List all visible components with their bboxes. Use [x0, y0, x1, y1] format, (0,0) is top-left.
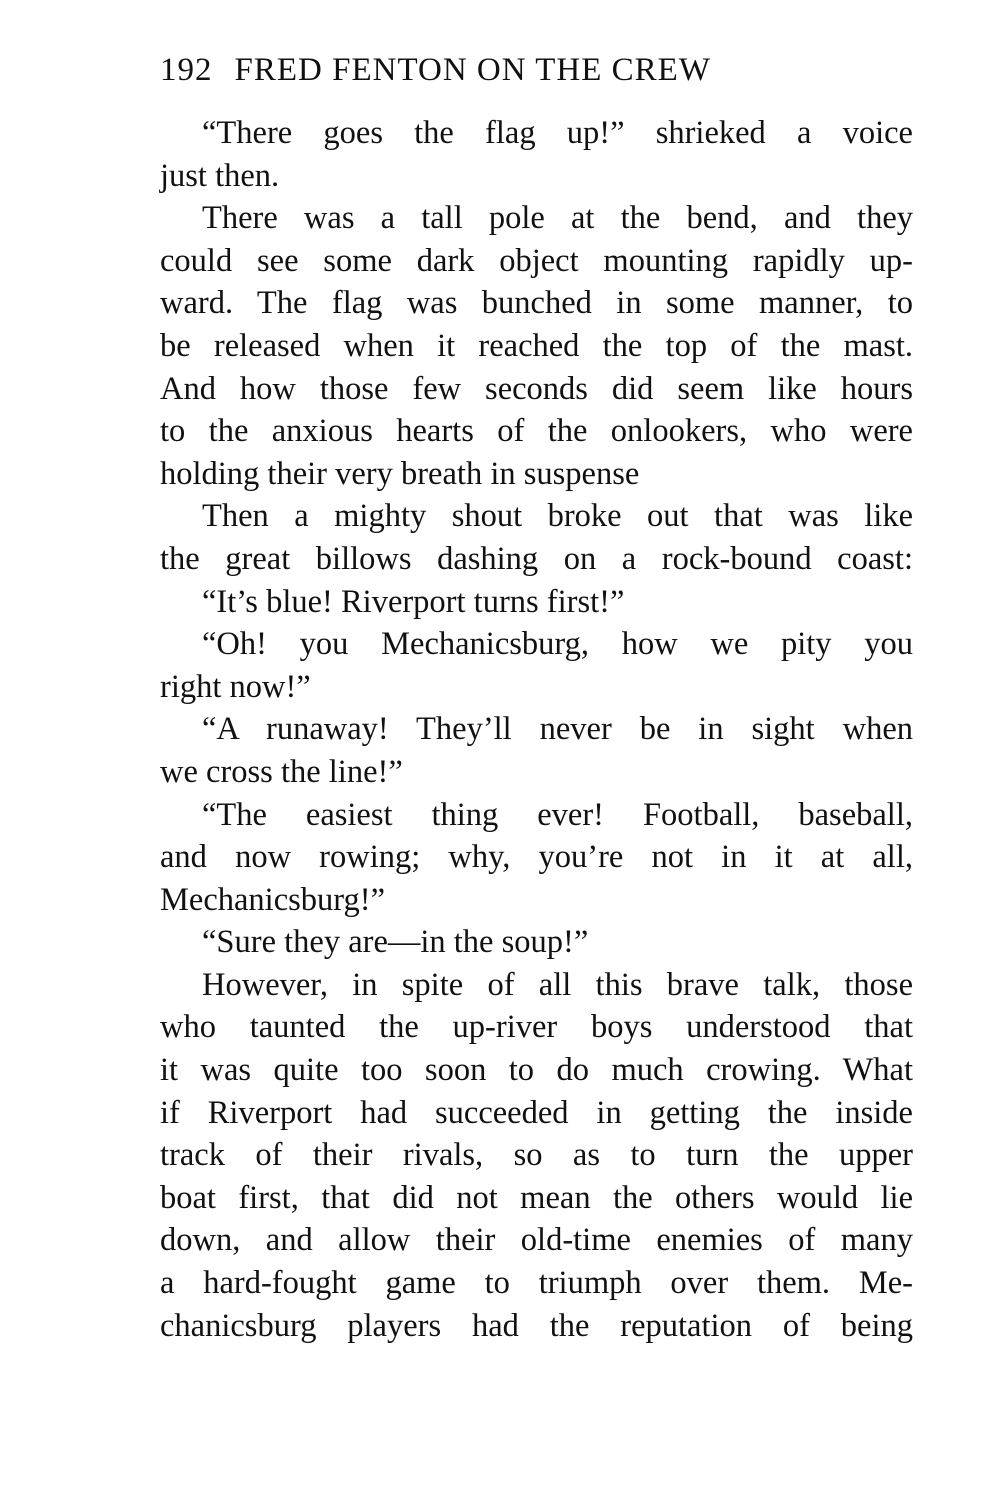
text-line: right now!” [160, 668, 311, 705]
text-line: There was a tall pole at the bend, and they [202, 200, 913, 237]
text-line: “A runaway! They’ll never be in sight when [202, 711, 913, 748]
running-title: FRED FENTON ON THE CREW [234, 52, 711, 88]
text-line: it was quite too soon to do much crowing. What [160, 1052, 913, 1089]
text-line: if Riverport had succeeded in getting the inside [160, 1094, 913, 1131]
text-line: However, in spite of all this brave talk, those [202, 966, 913, 1003]
text-line: “Sure they are—in the soup!” [202, 924, 589, 961]
text-line: and now rowing; why, you’re not in it at all, [160, 839, 913, 876]
text-line: “It’s blue! Riverport turns first!” [202, 583, 625, 620]
text-line: Then a mighty shout broke out that was like [202, 498, 913, 535]
text-line: the great billows dashing on a rock-bound coast: [160, 540, 913, 577]
body-text [160, 112, 913, 1347]
text-line: chanicsburg players had the reputation of being [160, 1307, 913, 1344]
text-line: And how those few seconds did seem like hours [160, 370, 913, 407]
text-line: who taunted the up-river boys understood that [160, 1009, 913, 1046]
text-line: Mechanicsburg!” [160, 881, 386, 918]
text-line: holding their very breath in suspense [160, 455, 640, 492]
text-line: just then. [160, 157, 280, 194]
text-line: “The easiest thing ever! Football, baseball, [202, 796, 913, 833]
text-line: could see some dark object mounting rapidly up- [160, 242, 913, 279]
text-line: down, and allow their old-time enemies of many [160, 1222, 913, 1259]
text-line: “There goes the flag up!” shrieked a voice [202, 115, 913, 151]
text-line: a hard-fought game to triumph over them. Me- [160, 1265, 913, 1302]
text-line: ward. The flag was bunched in some manner, to [160, 285, 913, 322]
text-line: be released when it reached the top of the mast. [160, 327, 913, 364]
running-header [160, 50, 920, 90]
text-line: boat first, that did not mean the others would lie [160, 1179, 913, 1216]
text-line: track of their rivals, so as to turn the upper [160, 1137, 913, 1174]
text-line: we cross the line!” [160, 753, 403, 790]
page-number: 192 [160, 52, 213, 88]
text-line: to the anxious hearts of the onlookers, who were [160, 413, 913, 450]
text-line: “Oh! you Mechanicsburg, how we pity you [202, 626, 913, 663]
